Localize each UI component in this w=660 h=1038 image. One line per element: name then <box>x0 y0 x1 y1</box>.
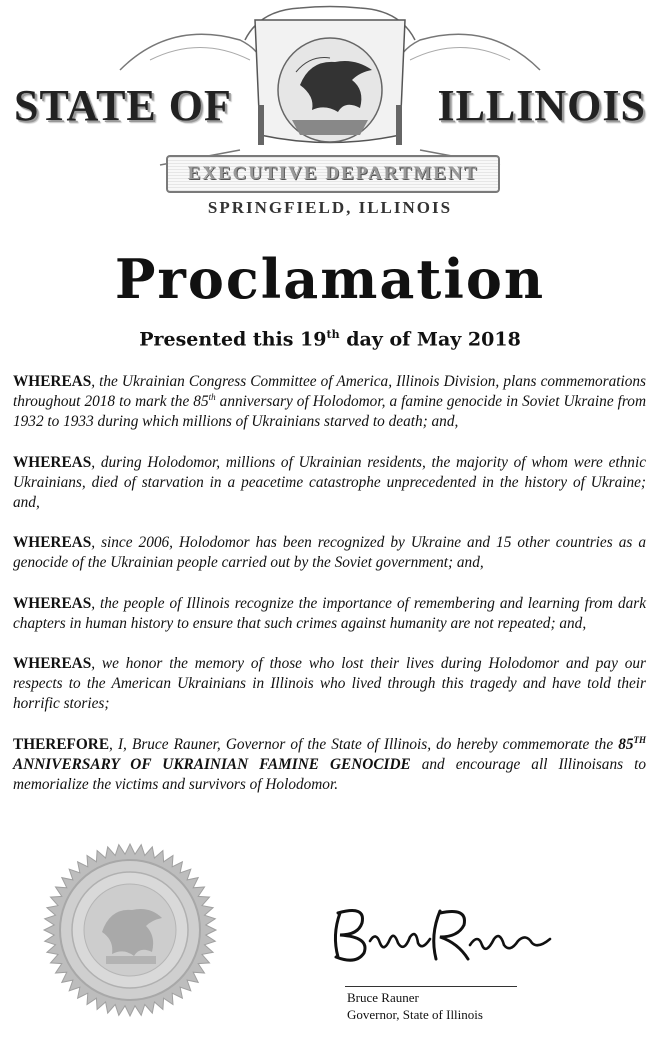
proclamation-title: Proclamation <box>114 247 546 311</box>
governor-signature-icon <box>318 895 553 975</box>
presented-date: Presented this 19th day of May 2018 <box>139 328 521 351</box>
therefore-paragraph: THEREFORE, I, Bruce Rauner, Governor of the State of Illinois, do hereby commemorate the 85TH ANNIVERSARY OF UKRAINIAN FAMINE GENOCIDE and encourage all Illinoisans to memorialize the victims and survivors of Holodomor. <box>13 734 646 794</box>
letterhead <box>0 0 660 235</box>
signature-line <box>345 986 517 987</box>
state-seal-icon <box>40 840 220 1020</box>
whereas-paragraph-3: WHEREAS, since 2006, Holodomor has been recognized by Ukraine and 15 other countries as a genocide of the Ukrainian people carried out by the Soviet government; and, <box>13 534 646 572</box>
signer-title: Governor, State of Illinois <box>347 1007 483 1022</box>
state-of-label: STATE OF <box>14 81 232 130</box>
whereas-paragraph-1: WHEREAS, the Ukrainian Congress Committee of America, Illinois Division, plans commemorations throughout 2018 to mark the 85th anniversary of Holodomor, a famine genocide in Soviet Ukraine from 1932 to 1933 during which millions of Ukrainians starved to death; and, <box>13 373 646 431</box>
executive-department-banner: EXECUTIVE DEPARTMENT <box>166 155 500 193</box>
whereas-paragraph-4: WHEREAS, the people of Illinois recognize the importance of remembering and learning from dark chapters in human history to ensure that such crimes against humanity are not repeated; and, <box>13 594 646 632</box>
state-of-illinois-title <box>14 80 646 131</box>
whereas-paragraph-5: WHEREAS, we honor the memory of those who lost their lives during Holodomor and pay our respects to the American Ukrainians in Illinois who lived through this tragedy and have told their horrific stories; <box>13 655 646 713</box>
signer-name: Bruce Rauner <box>347 990 419 1005</box>
illinois-label: ILLINOIS <box>437 81 646 130</box>
proclamation-body <box>13 372 646 815</box>
springfield-label: SPRINGFIELD, ILLINOIS <box>207 198 453 217</box>
whereas-paragraph-2: WHEREAS, during Holodomor, millions of Ukrainian residents, the majority of whom were ethnic Ukrainians, died of starvation in a peacetime catastrophe unprecedented in the history of Ukraine; and, <box>13 453 646 512</box>
